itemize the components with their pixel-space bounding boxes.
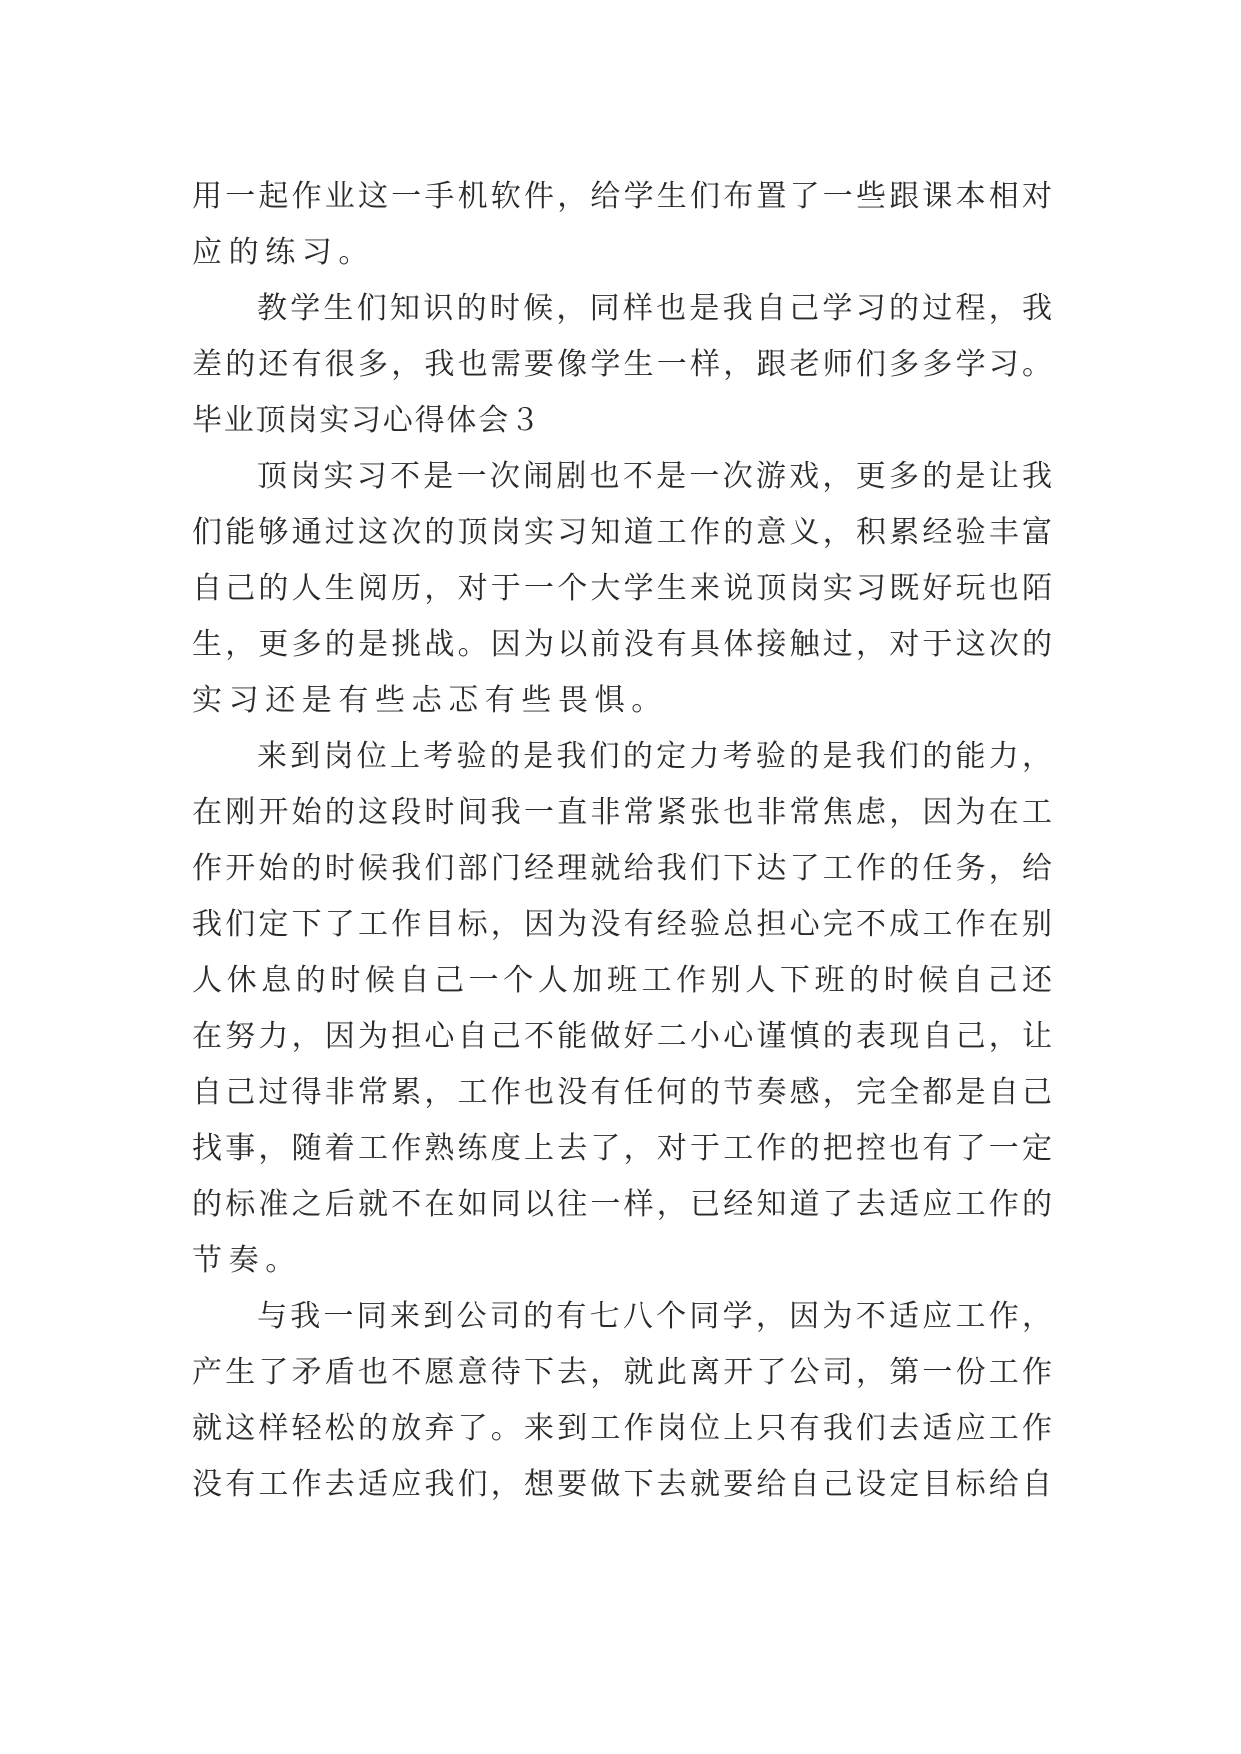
text-line: 的标准之后就不在如同以往一样，已经知道了去适应工作的 (192, 1187, 1052, 1222)
text-line: 自己的人生阅历，对于一个大学生来说顶岗实习既好玩也陌 (192, 571, 1052, 606)
text-line: 生，更多的是挑战。因为以前没有具体接触过，对于这次的 (192, 627, 1052, 662)
text-line: 产生了矛盾也不愿意待下去，就此离开了公司，第一份工作 (192, 1355, 1052, 1390)
text-line: 人休息的时候自己一个人加班工作别人下班的时候自己还 (192, 963, 1052, 998)
text-line: 应的练习。 (192, 235, 375, 270)
text-line: 与我一同来到公司的有七八个同学，因为不适应工作， (257, 1299, 1052, 1334)
text-line: 在刚开始的这段时间我一直非常紧张也非常焦虑，因为在工 (192, 795, 1052, 830)
text-line: 用一起作业这一手机软件，给学生们布置了一些跟课本相对 (192, 179, 1052, 214)
text-line: 找事，随着工作熟练度上去了，对于工作的把控也有了一定 (192, 1131, 1052, 1166)
text-line: 在努力，因为担心自己不能做好二小心谨慎的表现自己，让 (192, 1019, 1052, 1054)
text-line: 们能够通过这次的顶岗实习知道工作的意义，积累经验丰富 (192, 515, 1052, 550)
text-line: 差的还有很多，我也需要像学生一样，跟老师们多多学习。 (192, 347, 1052, 382)
text-line: 就这样轻松的放弃了。来到工作岗位上只有我们去适应工作 (192, 1411, 1052, 1446)
text-line: 我们定下了工作目标，因为没有经验总担心完不成工作在别 (192, 907, 1052, 942)
section-heading: 毕业顶岗实习心得体会３ (192, 403, 542, 438)
text-line: 没有工作去适应我们，想要做下去就要给自己设定目标给自 (192, 1467, 1052, 1502)
text-line: 教学生们知识的时候，同样也是我自己学习的过程，我 (257, 291, 1052, 326)
text-line: 作开始的时候我们部门经理就给我们下达了工作的任务，给 (192, 851, 1052, 886)
text-line: 节奏。 (192, 1243, 302, 1278)
text-line: 顶岗实习不是一次闹剧也不是一次游戏，更多的是让我 (257, 459, 1052, 494)
text-line: 来到岗位上考验的是我们的定力考验的是我们的能力， (257, 739, 1052, 774)
text-line: 自己过得非常累，工作也没有任何的节奏感，完全都是自己 (192, 1075, 1052, 1110)
text-line: 实习还是有些忐忑有些畏惧。 (192, 683, 668, 718)
